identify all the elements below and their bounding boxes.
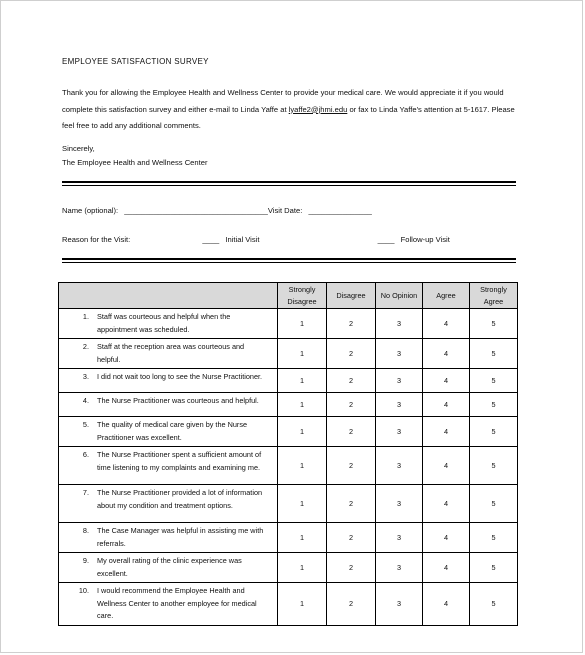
- initial-visit-label: Initial Visit: [225, 235, 260, 244]
- question-text: The Nurse Practitioner spent a sufficient amount of time listening to my complaints and examining me.: [97, 450, 262, 472]
- rating-option-1[interactable]: 1: [278, 485, 327, 523]
- rating-option-5[interactable]: 5: [470, 447, 518, 485]
- rating-option-3[interactable]: 3: [376, 447, 423, 485]
- question-cell: [59, 309, 278, 339]
- question-text: I did not wait too long to see the Nurse Practitioner.: [97, 372, 263, 381]
- divider-top: [62, 181, 516, 186]
- question-number: 8.: [82, 526, 89, 535]
- question-text: Staff at the reception area was courteous and helpful.: [97, 342, 245, 364]
- rating-option-2[interactable]: 2: [327, 523, 376, 553]
- followup-visit-blank[interactable]: ____: [377, 235, 395, 244]
- followup-visit-label: Follow-up Visit: [400, 235, 450, 244]
- rating-option-4[interactable]: 4: [423, 339, 470, 369]
- question-text: I would recommend the Employee Health and Wellness Center to another employee for medical care.: [97, 586, 257, 620]
- rating-option-3[interactable]: 3: [376, 583, 423, 626]
- question-cell: [59, 553, 278, 583]
- question-number: 4.: [82, 396, 89, 405]
- rating-option-1[interactable]: 1: [278, 369, 327, 393]
- rating-option-3[interactable]: 3: [376, 417, 423, 447]
- table-row: [59, 339, 518, 369]
- rating-option-2[interactable]: 2: [327, 309, 376, 339]
- question-text: The Nurse Practitioner provided a lot of information about my condition and treatment options.: [97, 488, 263, 510]
- name-label: Name (optional):: [62, 206, 119, 215]
- question-number: 5.: [82, 420, 89, 429]
- rating-option-4[interactable]: 4: [423, 447, 470, 485]
- rating-option-2[interactable]: 2: [327, 417, 376, 447]
- rating-option-3[interactable]: 3: [376, 369, 423, 393]
- question-text: My overall rating of the clinic experience was excellent.: [97, 556, 242, 578]
- header-question: [59, 283, 278, 309]
- rating-option-1[interactable]: 1: [278, 447, 327, 485]
- table-row: [59, 485, 518, 523]
- question-text: Staff was courteous and helpful when the appointment was scheduled.: [97, 312, 231, 334]
- rating-option-5[interactable]: 5: [470, 339, 518, 369]
- reason-label: Reason for the Visit:: [62, 235, 131, 244]
- table-row: [59, 447, 518, 485]
- question-number: 3.: [82, 372, 89, 381]
- header-rating-2: Disagree: [327, 283, 376, 309]
- rating-option-4[interactable]: 4: [423, 369, 470, 393]
- rating-option-4[interactable]: 4: [423, 309, 470, 339]
- question-cell: [59, 417, 278, 447]
- email-link[interactable]: lyaffe2@jhmi.edu: [288, 104, 348, 114]
- rating-option-2[interactable]: 2: [327, 485, 376, 523]
- question-text: The Case Manager was helpful in assisting me with referrals.: [97, 526, 264, 548]
- reason-row: [62, 235, 450, 244]
- header-rating-3: No Opinion: [376, 283, 423, 309]
- rating-option-5[interactable]: 5: [470, 523, 518, 553]
- signature: The Employee Health and Wellness Center: [62, 158, 208, 167]
- rating-option-2[interactable]: 2: [327, 583, 376, 626]
- question-cell: [59, 393, 278, 417]
- table-row: [59, 309, 518, 339]
- rating-option-4[interactable]: 4: [423, 583, 470, 626]
- rating-option-3[interactable]: 3: [376, 485, 423, 523]
- rating-option-5[interactable]: 5: [470, 485, 518, 523]
- closing: Sincerely,: [62, 144, 95, 153]
- rating-option-4[interactable]: 4: [423, 417, 470, 447]
- table-row: [59, 369, 518, 393]
- visit-date-label: Visit Date:: [267, 206, 303, 215]
- rating-option-1[interactable]: 1: [278, 553, 327, 583]
- question-number: 1.: [82, 312, 89, 321]
- rating-option-5[interactable]: 5: [470, 583, 518, 626]
- rating-option-2[interactable]: 2: [327, 393, 376, 417]
- rating-option-3[interactable]: 3: [376, 523, 423, 553]
- rating-option-3[interactable]: 3: [376, 309, 423, 339]
- divider-bottom: [62, 258, 516, 263]
- rating-option-4[interactable]: 4: [423, 523, 470, 553]
- initial-visit-blank[interactable]: ____: [202, 235, 220, 244]
- intro-paragraph: [62, 85, 517, 135]
- rating-option-4[interactable]: 4: [423, 485, 470, 523]
- rating-option-4[interactable]: 4: [423, 393, 470, 417]
- rating-option-5[interactable]: 5: [470, 369, 518, 393]
- header-rating-5: Strongly Agree: [470, 283, 518, 309]
- rating-option-5[interactable]: 5: [470, 393, 518, 417]
- question-cell: [59, 583, 278, 626]
- rating-option-5[interactable]: 5: [470, 309, 518, 339]
- question-cell: [59, 485, 278, 523]
- rating-option-2[interactable]: 2: [327, 553, 376, 583]
- rating-option-3[interactable]: 3: [376, 339, 423, 369]
- question-text: The Nurse Practitioner was courteous and helpful.: [97, 396, 259, 405]
- question-cell: [59, 447, 278, 485]
- header-row: [59, 283, 518, 309]
- rating-option-1[interactable]: 1: [278, 339, 327, 369]
- table-row: [59, 583, 518, 626]
- survey-table: [58, 282, 518, 626]
- table-row: [59, 553, 518, 583]
- question-number: 10.: [78, 586, 89, 595]
- rating-option-1[interactable]: 1: [278, 393, 327, 417]
- rating-option-5[interactable]: 5: [470, 417, 518, 447]
- header-rating-1: Strongly Disagree: [278, 283, 327, 309]
- table-row: [59, 417, 518, 447]
- intro-text-end: or fax to Linda Yaffe's attention at 5-1617. Please feel free to add any additional comments.: [62, 104, 515, 130]
- question-number: 6.: [82, 450, 89, 459]
- survey-table-header: [59, 283, 518, 309]
- rating-option-2[interactable]: 2: [327, 369, 376, 393]
- rating-option-3[interactable]: 3: [376, 553, 423, 583]
- question-number: 9.: [82, 556, 89, 565]
- rating-option-2[interactable]: 2: [327, 339, 376, 369]
- rating-option-1[interactable]: 1: [278, 417, 327, 447]
- table-row: [59, 523, 518, 553]
- question-cell: [59, 523, 278, 553]
- rating-option-3[interactable]: 3: [376, 393, 423, 417]
- question-text: The quality of medical care given by the Nurse Practitioner was excellent.: [97, 420, 248, 442]
- rating-option-5[interactable]: 5: [470, 553, 518, 583]
- name-blank[interactable]: __________________________________: [124, 206, 268, 215]
- rating-option-1[interactable]: 1: [278, 523, 327, 553]
- visit-date-blank[interactable]: _______________: [308, 206, 372, 215]
- survey-table-body: [59, 309, 518, 626]
- question-number: 7.: [82, 488, 89, 497]
- name-visit-row: [62, 206, 372, 215]
- question-number: 2.: [82, 342, 89, 351]
- rating-option-1[interactable]: 1: [278, 583, 327, 626]
- question-cell: [59, 369, 278, 393]
- survey-title: EMPLOYEE SATISFACTION SURVEY: [62, 57, 209, 66]
- rating-option-4[interactable]: 4: [423, 553, 470, 583]
- header-rating-4: Agree: [423, 283, 470, 309]
- rating-option-2[interactable]: 2: [327, 447, 376, 485]
- intro-text-start: Thank you for allowing the Employee Health and Wellness Center to provide your medical care. We would appreciate it if you would complete this satisfaction survey and either e-mail to Linda Yaffe at: [62, 88, 504, 114]
- question-cell: [59, 339, 278, 369]
- rating-option-1[interactable]: 1: [278, 309, 327, 339]
- table-row: [59, 393, 518, 417]
